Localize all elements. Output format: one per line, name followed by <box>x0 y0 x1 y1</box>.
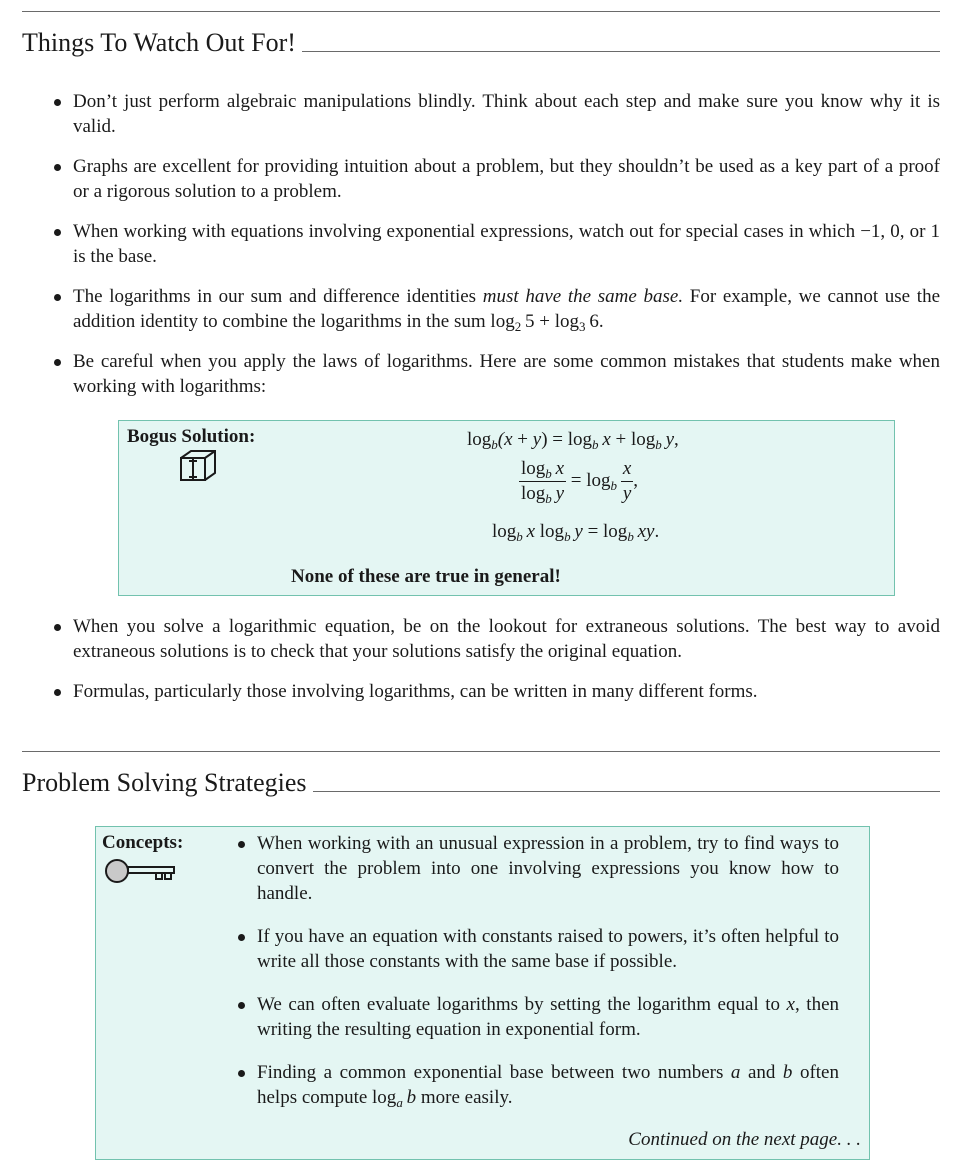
bullet-icon <box>54 359 61 366</box>
list-item: The logarithms in our sum and difference identities must have the same base. For example, we cannot use the addition identity to combine the logarithms in the sum $\log_2 5 + \log_3 6$. <box>52 284 940 334</box>
bullet-icon <box>54 164 61 171</box>
list-item: When you solve a logarithmic equation, be on the lookout for extraneous solutions. The best way to avoid extraneous solutions is to check that your solutions satisfy the original equation. <box>52 614 940 664</box>
list-item: Be careful when you apply the laws of logarithms. Here are some common mistakes that students make when working with logarithms: <box>52 349 940 399</box>
bogus-label: Bogus Solution: <box>127 426 256 447</box>
bullet-icon <box>54 229 61 236</box>
log-sum-expression: $\log_2 5 + \log_3 6$. <box>490 311 604 334</box>
bullet-icon <box>238 934 245 941</box>
title-rule <box>313 791 940 792</box>
bullet-icon <box>54 99 61 106</box>
bogus-equation-2: $\frac{\log_b x}{\log_b y}$ = $\log_b$ $\frac{x}{y}$ , <box>521 458 639 506</box>
title-rule <box>302 51 940 52</box>
top-rule <box>22 11 940 12</box>
bullet-icon <box>238 1070 245 1077</box>
concepts-label: Concepts: <box>102 832 184 853</box>
bullet-icon <box>54 689 61 696</box>
bogus-equation-1: $\log_b(x + y) = \log_b x + \log_b y$, <box>467 429 679 452</box>
bogus-equation-3: $\log_b x$ $\log_b y = \log_b$ xy. <box>492 521 660 544</box>
section-header-watch-out <box>22 28 940 58</box>
list-item: When working with an unusual expression in a problem, try to find ways to convert the problem into one involving expressions you know how to handle. <box>236 831 839 906</box>
list-item: When working with equations involving exponential expressions, watch out for special cases in which −1, 0, or 1 is the base. <box>52 219 940 269</box>
key-icon <box>104 859 178 885</box>
bullet-icon <box>54 294 61 301</box>
bogus-footer: None of these are true in general! <box>291 566 561 587</box>
bullet-icon <box>238 841 245 848</box>
bogus-solution-box <box>118 420 895 596</box>
section-title: Things To Watch Out For! <box>22 28 296 57</box>
list-item: Graphs are excellent for providing intuition about a problem, but they shouldn’t be used as a key part of a proof or a rigorous solution to a problem. <box>52 154 940 204</box>
list-item: Finding a common exponential base between two numbers a and b often helps compute $\log_a b$ more easily. <box>236 1060 839 1110</box>
continued-note: Continued on the next page. . . <box>628 1129 861 1150</box>
section-title: Problem Solving Strategies <box>22 768 307 797</box>
section-header-strategies <box>22 768 940 798</box>
section-rule <box>22 751 940 752</box>
watch-out-list-continued <box>52 614 940 719</box>
list-item: Formulas, particularly those involving logarithms, can be written in many different forms. <box>52 679 940 704</box>
bullet-icon <box>54 624 61 631</box>
list-item: If you have an equation with constants raised to powers, it’s often helpful to write all those constants with the same base if possible. <box>236 924 839 974</box>
watch-out-list <box>52 89 940 414</box>
list-item: Don’t just perform algebraic manipulations blindly. Think about each step and make sure you know why it is valid. <box>52 89 940 139</box>
list-item: We can often evaluate logarithms by setting the logarithm equal to x, then writing the resulting equation in exponential form. <box>236 992 839 1042</box>
bogus-box-icon <box>179 449 219 483</box>
concepts-list <box>236 831 839 1128</box>
bullet-icon <box>238 1002 245 1009</box>
concepts-box <box>95 826 870 1160</box>
